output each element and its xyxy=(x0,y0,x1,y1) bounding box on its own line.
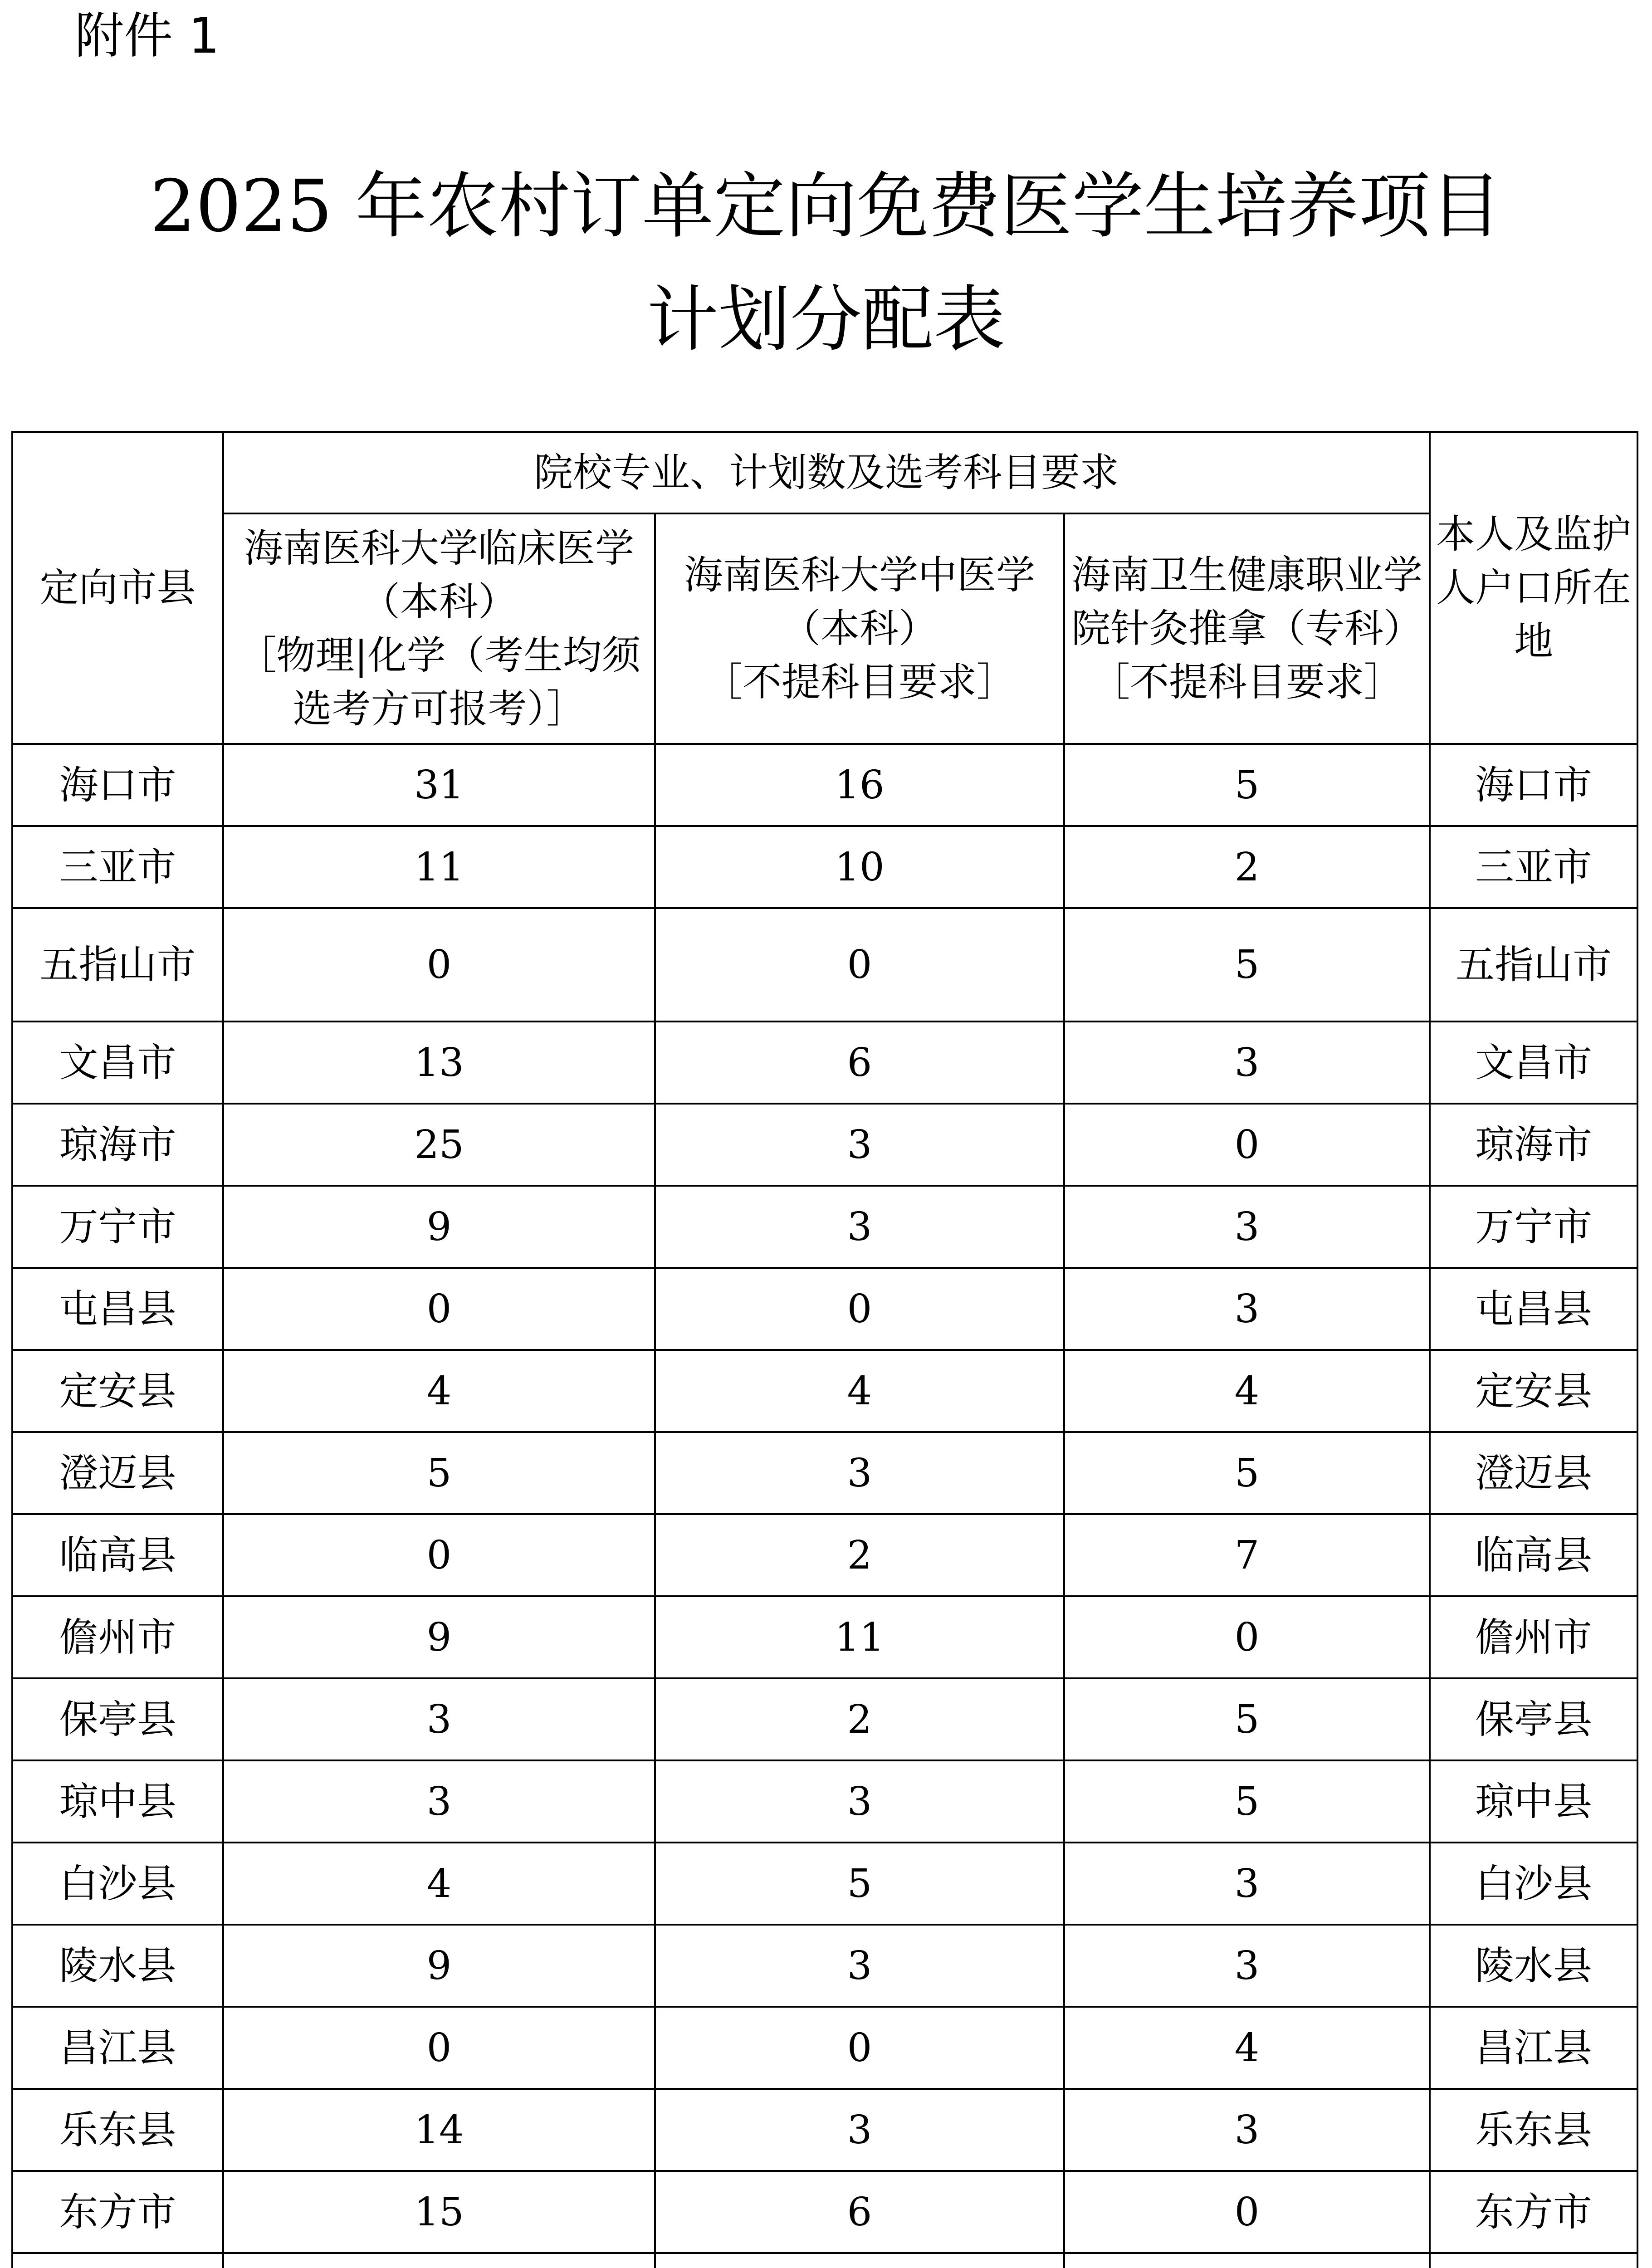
col3-value: 5 xyxy=(1064,1760,1430,1843)
household-cell: 临高县 xyxy=(1430,1514,1637,1596)
county-cell: 保亭县 xyxy=(12,1678,223,1760)
page-title-line2: 计划分配表 xyxy=(647,278,1005,362)
table-row xyxy=(12,908,1637,1022)
table-row xyxy=(12,826,1637,908)
household-cell: 三亚市 xyxy=(1430,826,1637,908)
household-cell: 五指山市 xyxy=(1430,908,1637,1022)
total-col1 xyxy=(223,2253,655,2268)
header-col2 xyxy=(655,513,1064,744)
col1-value: 13 xyxy=(223,1022,655,1104)
county-cell: 东方市 xyxy=(12,2171,223,2253)
col2-value: 0 xyxy=(655,1268,1064,1350)
col3-value: 0 xyxy=(1064,2171,1430,2253)
col2-value: 0 xyxy=(655,2007,1064,2089)
col1-value: 9 xyxy=(223,1596,655,1678)
col1-value: 15 xyxy=(223,2171,655,2253)
county-cell: 琼中县 xyxy=(12,1760,223,1843)
table-row xyxy=(12,2171,1637,2253)
county-cell: 陵水县 xyxy=(12,1925,223,2007)
county-cell: 万宁市 xyxy=(12,1186,223,1268)
county-cell: 澄迈县 xyxy=(12,1432,223,1514)
total-col3 xyxy=(1064,2253,1430,2268)
col2-value: 3 xyxy=(655,1432,1064,1514)
col2-value: 10 xyxy=(655,826,1064,908)
total-household xyxy=(1430,2253,1637,2268)
col3-value: 0 xyxy=(1064,1104,1430,1186)
col2-value: 11 xyxy=(655,1596,1064,1678)
col1-value: 5 xyxy=(223,1432,655,1514)
col1-value: 3 xyxy=(223,1678,655,1760)
col3-value: 3 xyxy=(1064,1843,1430,1925)
page-title-line1: 2025 年农村订单定向免费医学生培养项目 xyxy=(150,165,1502,248)
col1-value: 0 xyxy=(223,2007,655,2089)
col2-value: 0 xyxy=(655,908,1064,1022)
header-county: 定向市县 xyxy=(12,432,223,744)
col2-value: 3 xyxy=(655,1186,1064,1268)
col3-value: 3 xyxy=(1064,1022,1430,1104)
header-col3-requirement: ［不提科目要求］ xyxy=(1091,660,1403,705)
table-row xyxy=(12,1104,1637,1186)
county-cell: 琼海市 xyxy=(12,1104,223,1186)
household-cell: 澄迈县 xyxy=(1430,1432,1637,1514)
household-cell: 昌江县 xyxy=(1430,2007,1637,2089)
county-cell: 文昌市 xyxy=(12,1022,223,1104)
col2-value: 2 xyxy=(655,1514,1064,1596)
col3-value: 4 xyxy=(1064,2007,1430,2089)
table-row xyxy=(12,1678,1637,1760)
header-col2-name: 海南医科大学中医学（本科） xyxy=(684,552,1035,651)
col1-value: 0 xyxy=(223,1514,655,1596)
household-cell: 东方市 xyxy=(1430,2171,1637,2253)
total-label xyxy=(12,2253,223,2268)
header-household: 本人及监护人户口所在地 xyxy=(1430,432,1637,744)
county-cell: 海口市 xyxy=(12,744,223,826)
county-cell: 五指山市 xyxy=(12,908,223,1022)
county-cell: 乐东县 xyxy=(12,2089,223,2171)
col3-value: 4 xyxy=(1064,1350,1430,1432)
col2-value: 4 xyxy=(655,1350,1064,1432)
col3-value: 3 xyxy=(1064,1925,1430,2007)
household-cell: 白沙县 xyxy=(1430,1843,1637,1925)
col3-value: 3 xyxy=(1064,1268,1430,1350)
county-cell: 儋州市 xyxy=(12,1596,223,1678)
col2-value: 5 xyxy=(655,1843,1064,1925)
household-cell: 文昌市 xyxy=(1430,1022,1637,1104)
header-col3 xyxy=(1064,513,1430,744)
table-row xyxy=(12,1596,1637,1678)
table-row xyxy=(12,1186,1637,1268)
table-row xyxy=(12,1760,1637,1843)
col3-value: 5 xyxy=(1064,1432,1430,1514)
household-cell: 海口市 xyxy=(1430,744,1637,826)
household-cell: 定安县 xyxy=(1430,1350,1637,1432)
table-row xyxy=(12,1022,1637,1104)
county-cell: 定安县 xyxy=(12,1350,223,1432)
col1-value: 9 xyxy=(223,1925,655,2007)
header-row-1 xyxy=(12,432,1637,513)
household-cell: 保亭县 xyxy=(1430,1678,1637,1760)
county-cell: 白沙县 xyxy=(12,1843,223,1925)
header-row-2 xyxy=(12,513,1637,744)
col1-value: 11 xyxy=(223,826,655,908)
header-col1 xyxy=(223,513,655,744)
table-row xyxy=(12,2007,1637,2089)
table-row xyxy=(12,744,1637,826)
header-col1-name: 海南医科大学临床医学（本科） xyxy=(244,526,634,625)
table-row xyxy=(12,1432,1637,1514)
household-cell: 乐东县 xyxy=(1430,2089,1637,2171)
household-cell: 琼中县 xyxy=(1430,1760,1637,1843)
col3-value: 5 xyxy=(1064,908,1430,1022)
table-row xyxy=(12,1268,1637,1350)
header-col2-requirement: ［不提科目要求］ xyxy=(704,660,1016,705)
col3-value: 3 xyxy=(1064,1186,1430,1268)
col2-value: 6 xyxy=(655,2171,1064,2253)
col1-value: 0 xyxy=(223,1268,655,1350)
col3-value: 5 xyxy=(1064,744,1430,826)
county-cell: 临高县 xyxy=(12,1514,223,1596)
col1-value: 14 xyxy=(223,2089,655,2171)
col3-value: 5 xyxy=(1064,1678,1430,1760)
table-row xyxy=(12,1925,1637,2007)
attachment-label: 附件 1 xyxy=(75,8,220,64)
household-cell: 陵水县 xyxy=(1430,1925,1637,2007)
col2-value: 3 xyxy=(655,1760,1064,1843)
col2-value: 2 xyxy=(655,1678,1064,1760)
col3-value: 7 xyxy=(1064,1514,1430,1596)
table-row xyxy=(12,2089,1637,2171)
col1-value: 25 xyxy=(223,1104,655,1186)
household-cell: 琼海市 xyxy=(1430,1104,1637,1186)
col1-value: 31 xyxy=(223,744,655,826)
col1-value: 0 xyxy=(223,908,655,1022)
col3-value: 0 xyxy=(1064,1596,1430,1678)
col2-value: 6 xyxy=(655,1022,1064,1104)
col2-value: 16 xyxy=(655,744,1064,826)
col1-value: 4 xyxy=(223,1350,655,1432)
col2-value: 3 xyxy=(655,1925,1064,2007)
plan-table-body xyxy=(12,432,1637,2268)
col1-value: 4 xyxy=(223,1843,655,1925)
household-cell: 万宁市 xyxy=(1430,1186,1637,1268)
county-cell: 昌江县 xyxy=(12,2007,223,2089)
col3-value: 3 xyxy=(1064,2089,1430,2171)
county-cell: 屯昌县 xyxy=(12,1268,223,1350)
header-col1-requirement: ［物理|化学（考生均须选考方可报考）］ xyxy=(237,633,641,732)
col2-value: 3 xyxy=(655,2089,1064,2171)
total-row xyxy=(12,2253,1637,2268)
county-cell: 三亚市 xyxy=(12,826,223,908)
table-row xyxy=(12,1514,1637,1596)
plan-table xyxy=(11,431,1638,2268)
household-cell: 屯昌县 xyxy=(1430,1268,1637,1350)
table-row xyxy=(12,1843,1637,1925)
col3-value: 2 xyxy=(1064,826,1430,908)
table-row xyxy=(12,1350,1637,1432)
col1-value: 3 xyxy=(223,1760,655,1843)
header-group: 院校专业、计划数及选考科目要求 xyxy=(223,432,1430,513)
total-col2 xyxy=(655,2253,1064,2268)
col1-value: 9 xyxy=(223,1186,655,1268)
header-col3-name: 海南卫生健康职业学院针灸推拿（专科） xyxy=(1071,552,1422,651)
household-cell: 儋州市 xyxy=(1430,1596,1637,1678)
col2-value: 3 xyxy=(655,1104,1064,1186)
